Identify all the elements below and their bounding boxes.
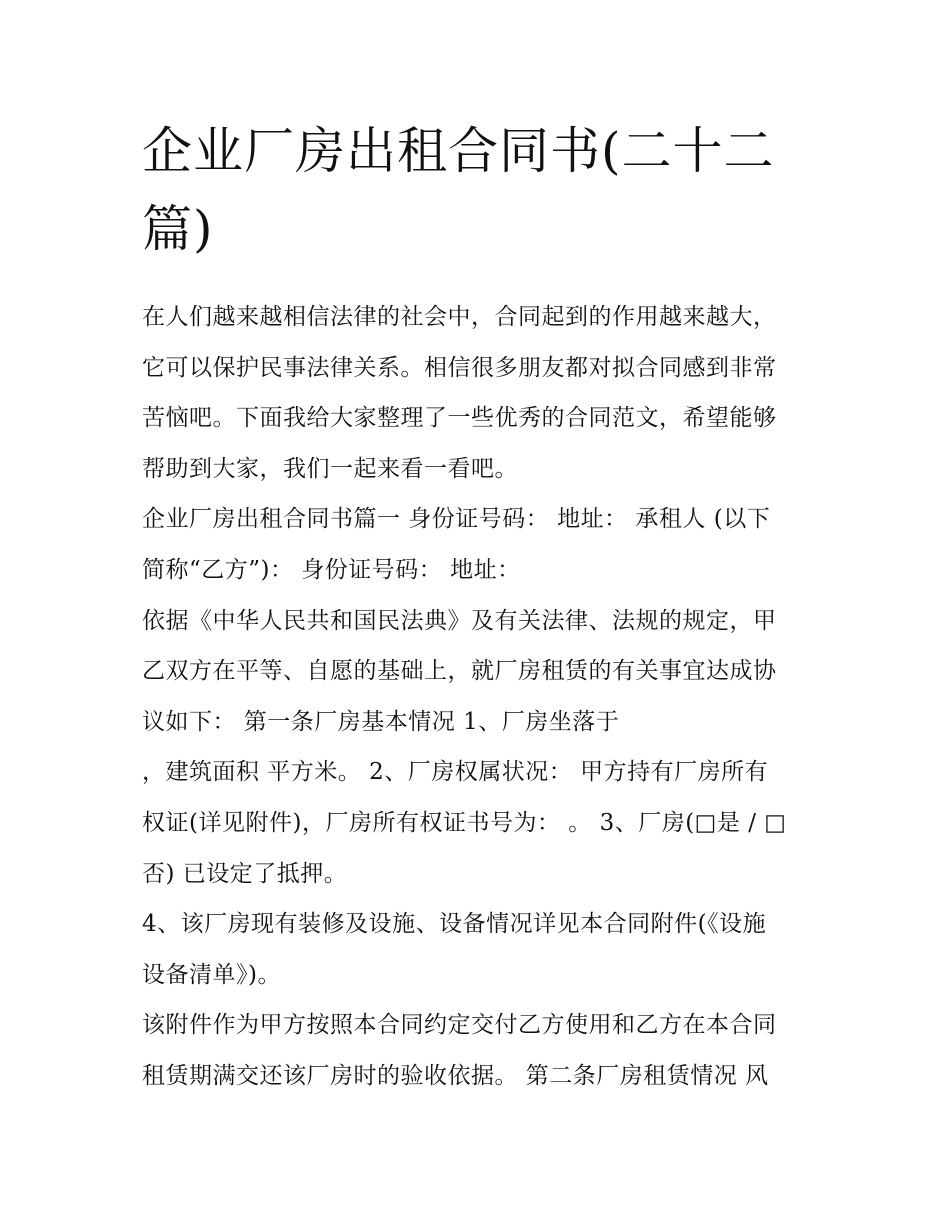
article-one-paragraph: [142, 596, 822, 900]
title-line: 企业厂房出租合同书(二十二: [142, 122, 775, 180]
text-line: 简称“乙方”)： 身份证号码： 地址：: [142, 556, 521, 583]
document-page: [142, 112, 822, 1102]
text-line: 该附件作为甲方按照本合同约定交付乙方使用和乙方在本合同: [142, 1012, 777, 1039]
facilities-paragraph: [142, 899, 822, 1000]
text-line: ，建筑面积 平方米。 2、厂房权属状况： 甲方持有厂房所有: [142, 759, 769, 786]
parties-paragraph: [142, 494, 822, 595]
text-line: 帮助到大家，我们一起来看一看吧。: [142, 455, 518, 482]
text-line: 它可以保护民事法律关系。相信很多朋友都对拟合同感到非常: [142, 354, 777, 381]
text-line: 乙双方在平等、自愿的基础上，就厂房租赁的有关事宜达成协: [142, 658, 777, 685]
text-line: 设备清单》)。: [142, 961, 281, 988]
title-line: 篇): [142, 200, 214, 258]
text-line: 议如下： 第一条厂房基本情况 1、厂房坐落于: [142, 708, 620, 735]
text-line: 企业厂房出租合同书篇一 身份证号码： 地址： 承租人 (以下: [142, 506, 771, 533]
text-line: 4、该厂房现有装修及设施、设备情况详见本合同附件(《设施: [142, 911, 767, 938]
text-line: 租赁期满交还该厂房时的验收依据。 第二条厂房租赁情况 风: [142, 1062, 769, 1089]
text-line: 苦恼吧。下面我给大家整理了一些优秀的合同范文，希望能够: [142, 405, 777, 432]
text-line: 权证(详见附件)，厂房所有权证书号为： 。 3、厂房(□是 / □: [142, 809, 787, 836]
acceptance-paragraph: [142, 1000, 822, 1101]
text-line: 否) 已设定了抵押。: [142, 860, 348, 887]
text-line: 依据《中华人民共和国民法典》及有关法律、法规的规定，甲: [142, 607, 777, 634]
intro-paragraph: [142, 292, 822, 494]
text-line: 在人们越来越相信法律的社会中，合同起到的作用越来越大，: [142, 304, 777, 330]
document-title: [142, 112, 822, 268]
